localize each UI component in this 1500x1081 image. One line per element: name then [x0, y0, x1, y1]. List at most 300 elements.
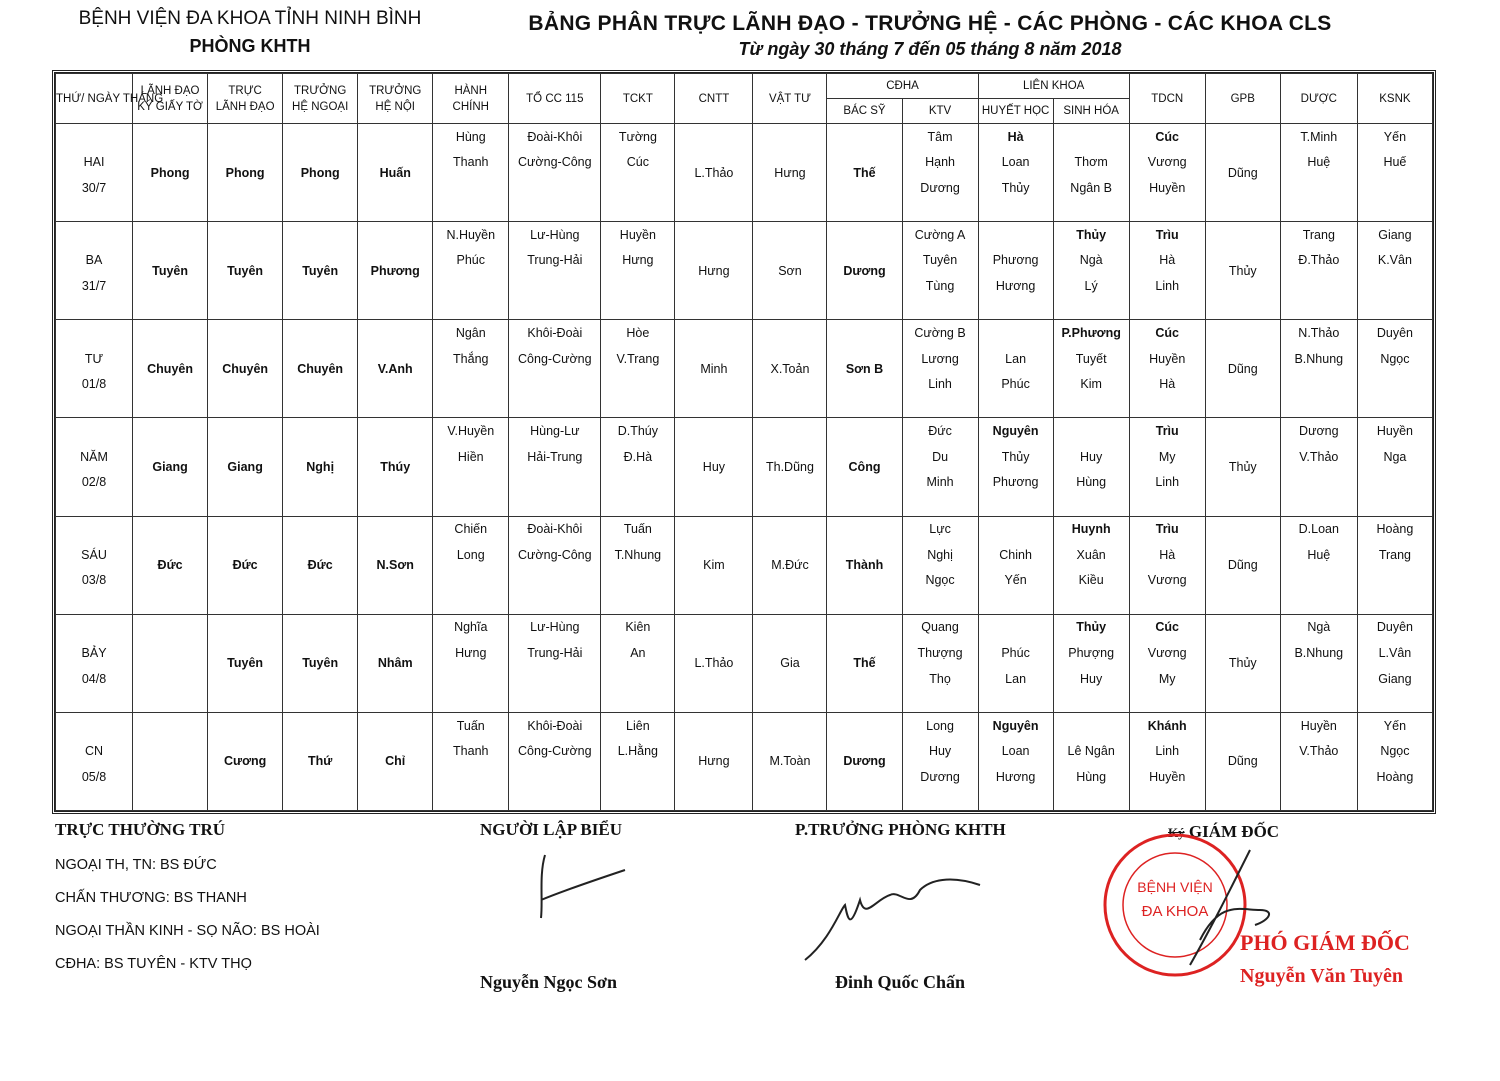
cell-entry: Xuân — [1076, 547, 1106, 562]
biochem-cell — [1053, 614, 1129, 712]
pharmacy-cell — [1280, 712, 1357, 810]
cell-entry: Hùng — [455, 129, 486, 144]
cell-entry: Huệ — [1307, 547, 1331, 562]
cell-entry: Thắng — [453, 351, 489, 366]
cell-entry: Kiều — [1078, 573, 1104, 588]
cell-entry: Huyền — [1149, 351, 1186, 366]
table-row — [56, 124, 1433, 222]
day-date: 05/8 — [81, 769, 107, 784]
signer-cell: Đức — [133, 516, 208, 614]
cell-entry: Linh — [928, 377, 952, 392]
cdha-doctor-cell: Sơn B — [827, 320, 902, 418]
cell-entry — [1281, 666, 1357, 692]
cell-entry: Long — [926, 718, 954, 733]
hematology-cell — [978, 320, 1053, 418]
surgical-head-cell: Đức — [283, 516, 358, 614]
admin-cell — [433, 320, 509, 418]
cell-entry: Hiền — [457, 449, 484, 464]
hospital-name: BỆNH VIỆN ĐA KHOA TỈNH NINH BÌNH — [78, 8, 422, 29]
cell-entry: Long — [456, 547, 485, 562]
col-admin: HÀNH CHÍNH — [433, 74, 509, 124]
tdcn-cell — [1129, 222, 1205, 320]
col-lienkhoa: LIÊN KHOA — [978, 74, 1129, 99]
cell-entry: Ngọc — [1380, 351, 1410, 366]
day-name: SÁU — [81, 547, 107, 562]
cell-entry — [433, 470, 508, 496]
cell-entry: Trung-Hải — [527, 253, 583, 268]
cell-entry: Đ.Thảo — [1298, 253, 1340, 268]
cell-entry — [433, 764, 508, 790]
cdha-doctor-cell: Thế — [827, 614, 902, 712]
cell-entry: Thủy — [1076, 227, 1107, 242]
cell-entry — [1281, 470, 1357, 496]
col-gpb: GPB — [1205, 74, 1280, 124]
header-right — [500, 12, 1360, 60]
oncall-line: NGOẠI TH, TN: BS ĐỨC — [55, 857, 217, 873]
admin-cell — [433, 124, 509, 222]
cell-entry: Hải-Trung — [527, 449, 583, 464]
director-prefix: Ký — [1168, 825, 1185, 840]
preparer-name: Nguyễn Ngọc Sơn — [480, 972, 617, 992]
day-name: BA — [85, 253, 103, 268]
cell-entry: Công-Cường — [518, 744, 592, 759]
cell-entry — [433, 273, 508, 299]
cell-entry: Hưng — [622, 253, 654, 268]
cc115-cell — [509, 320, 601, 418]
deputy-head-signature — [800, 860, 990, 970]
col-tckt: TCKT — [601, 74, 675, 124]
cell-entry: Ngọc — [1380, 744, 1410, 759]
cell-entry — [1281, 175, 1357, 201]
cell-entry — [509, 273, 600, 299]
cell-entry: Hùng-Lư — [530, 424, 580, 439]
cell-entry: D.Thúy — [617, 424, 659, 439]
cell-entry: Thanh — [453, 744, 489, 759]
cell-entry: Lương — [921, 351, 959, 366]
deputy-head-title: P.TRƯỞNG PHÒNG KHTH — [795, 820, 1006, 839]
hematology-cell — [978, 222, 1053, 320]
cell-entry: Hà — [1159, 377, 1176, 392]
tckt-cell — [601, 222, 675, 320]
cell-entry: Huy — [1080, 449, 1103, 464]
col-tdcn: TDCN — [1129, 74, 1205, 124]
surgical-head-cell: Nghị — [283, 418, 358, 516]
cell-entry: Kiên — [625, 620, 651, 635]
day-name: HAI — [83, 155, 105, 170]
cell-entry: Ngân B — [1070, 180, 1112, 195]
cell-entry: Hoàng — [1376, 522, 1414, 537]
admin-cell — [433, 516, 509, 614]
cell-entry: Phúc — [1001, 646, 1030, 661]
col-hematology: HUYẾT HỌC — [978, 99, 1053, 124]
cell-entry — [509, 371, 600, 397]
cc115-cell — [509, 614, 601, 712]
cell-entry — [1358, 371, 1432, 397]
cell-entry — [601, 273, 674, 299]
cell-entry: D.Loan — [1298, 522, 1339, 537]
surgical-head-cell: Tuyên — [283, 614, 358, 712]
day-cell — [56, 516, 133, 614]
gpb-cell: Dũng — [1205, 712, 1280, 810]
surgical-head-cell: Tuyên — [283, 222, 358, 320]
cell-entry: Thọ — [929, 671, 951, 686]
cell-entry: Hòe — [626, 326, 650, 341]
ksnk-cell — [1357, 712, 1432, 810]
cell-entry: Khánh — [1147, 718, 1187, 733]
cell-entry: N.Huyền — [446, 227, 496, 242]
cell-entry — [509, 470, 600, 496]
cell-entry — [1358, 568, 1432, 594]
day-name: BẢY — [81, 646, 107, 661]
cell-entry — [1054, 124, 1129, 150]
cell-entry: Huyền — [1149, 769, 1186, 784]
cell-entry: Dương — [920, 769, 960, 784]
biochem-cell — [1053, 320, 1129, 418]
day-cell — [56, 418, 133, 516]
cell-entry: Huyền — [1300, 718, 1337, 733]
col-internal-head: TRƯỞNG HỆ NỘI — [358, 74, 433, 124]
cell-entry: Tùng — [925, 279, 955, 294]
cell-entry: Vương — [1147, 573, 1187, 588]
cell-entry: Tường — [618, 129, 657, 144]
cell-entry: Phượng — [1068, 646, 1115, 661]
table-row — [56, 614, 1433, 712]
internal-head-cell: V.Anh — [358, 320, 433, 418]
cell-entry: Nghĩa — [454, 620, 488, 635]
cell-entry — [979, 320, 1053, 346]
tckt-cell — [601, 712, 675, 810]
cdha-doctor-cell: Dương — [827, 222, 902, 320]
cell-entry: Cường B — [914, 326, 966, 341]
cell-entry: Huy — [928, 744, 952, 759]
cell-entry: T.Minh — [1300, 129, 1338, 144]
cell-entry: Lan — [1005, 351, 1027, 366]
cell-entry — [1281, 568, 1357, 594]
cell-entry: Hà — [1159, 253, 1176, 268]
cell-entry: Tuấn — [623, 522, 652, 537]
cell-entry: Đoài-Khôi — [527, 522, 583, 537]
preparer-title: NGƯỜI LẬP BIỂU — [480, 820, 623, 839]
cell-entry: Hưng — [455, 646, 487, 661]
day-date: 01/8 — [81, 377, 107, 392]
day-date: 31/7 — [81, 279, 107, 294]
admin-cell — [433, 712, 509, 810]
day-date: 02/8 — [81, 475, 107, 490]
ktv-cell — [902, 516, 978, 614]
hematology-cell — [978, 124, 1053, 222]
hematology-cell — [978, 418, 1053, 516]
header-left — [40, 8, 460, 57]
biochem-cell — [1053, 222, 1129, 320]
col-biochem: SINH HÓA — [1053, 99, 1129, 124]
signer-cell — [133, 712, 208, 810]
cell-entry — [433, 666, 508, 692]
cntt-cell: Hưng — [675, 712, 753, 810]
day-cell — [56, 124, 133, 222]
cell-entry: Trìu — [1155, 424, 1179, 439]
cell-entry: Thủy — [1001, 180, 1030, 195]
cell-entry: Yến — [1004, 573, 1027, 588]
cell-entry: Hùng — [1076, 769, 1107, 784]
stamp-line-1: BỆNH VIỆN — [1137, 879, 1213, 895]
signer-cell: Phong — [133, 124, 208, 222]
ktv-cell — [902, 320, 978, 418]
cell-entry: Ngọc — [925, 573, 955, 588]
duty-leader-cell: Đức — [208, 516, 283, 614]
col-surgical-head: TRƯỞNG HỆ NGOẠI — [283, 74, 358, 124]
supplies-cell: X.Toản — [753, 320, 827, 418]
ksnk-cell — [1357, 614, 1432, 712]
cell-entry: Giang — [1378, 227, 1412, 242]
cell-entry: B.Nhung — [1294, 646, 1344, 661]
cell-entry: Huyền — [1376, 424, 1413, 439]
cdha-doctor-cell: Dương — [827, 712, 902, 810]
cc115-cell — [509, 418, 601, 516]
cell-entry: Trung-Hải — [527, 646, 583, 661]
day-cell — [56, 320, 133, 418]
table-row — [56, 222, 1433, 320]
cdha-doctor-cell: Thành — [827, 516, 902, 614]
cntt-cell: Kim — [675, 516, 753, 614]
cell-entry — [1281, 764, 1357, 790]
cell-entry: Giang — [1378, 671, 1412, 686]
tckt-cell — [601, 124, 675, 222]
cell-entry: P.Phương — [1061, 326, 1121, 341]
day-name: TƯ — [84, 351, 104, 366]
cell-entry: V.Trang — [616, 351, 660, 366]
cell-entry: Linh — [1155, 475, 1180, 490]
cell-entry: Huế — [1383, 155, 1407, 170]
cell-entry: L.Hằng — [617, 744, 659, 759]
cdha-doctor-cell: Công — [827, 418, 902, 516]
cell-entry — [1358, 470, 1432, 496]
cell-entry — [601, 175, 674, 201]
cell-entry: Yến — [1383, 718, 1407, 733]
cell-entry: Du — [932, 449, 949, 464]
signer-cell: Tuyên — [133, 222, 208, 320]
cell-entry: Nguyên — [992, 424, 1039, 439]
cell-entry: Loan — [1001, 155, 1030, 170]
tdcn-cell — [1129, 712, 1205, 810]
pharmacy-cell — [1280, 516, 1357, 614]
table-row — [56, 320, 1433, 418]
vice-director-title: PHÓ GIÁM ĐỐC — [1240, 930, 1410, 955]
ktv-cell — [902, 614, 978, 712]
cc115-cell — [509, 124, 601, 222]
cell-entry: My — [1158, 449, 1176, 464]
page-title: BẢNG PHÂN TRỰC LÃNH ĐẠO - TRƯỞNG HỆ - CÁC PHÒNG - CÁC KHOA CLS — [528, 12, 1332, 35]
cell-entry: An — [630, 646, 646, 661]
cell-entry: Duyên — [1376, 620, 1413, 635]
col-signer: LÃNH ĐẠO KÝ GIẤY TỜ — [133, 74, 208, 124]
cell-entry: Nguyên — [992, 718, 1039, 733]
cell-entry: Loan — [1001, 744, 1030, 759]
cell-entry: Nga — [1383, 449, 1407, 464]
cell-entry: Dương — [920, 180, 960, 195]
cell-entry: Trang — [1302, 227, 1335, 242]
col-cdha-doctor: BÁC SỸ — [827, 99, 902, 124]
supplies-cell: Sơn — [753, 222, 827, 320]
cell-entry — [601, 764, 674, 790]
admin-cell — [433, 418, 509, 516]
cell-entry: Phương — [992, 253, 1039, 268]
table-row — [56, 516, 1433, 614]
duty-table-frame — [52, 70, 1436, 814]
cell-entry: Yến — [1383, 129, 1407, 144]
internal-head-cell: Nhâm — [358, 614, 433, 712]
cell-entry: Trìu — [1155, 522, 1179, 537]
cntt-cell: Hưng — [675, 222, 753, 320]
cell-entry: Cường-Công — [518, 155, 592, 170]
director-title: Ký GIÁM ĐỐC — [1168, 822, 1280, 841]
internal-head-cell: Thúy — [358, 418, 433, 516]
col-cntt: CNTT — [675, 74, 753, 124]
cell-entry: Cúc — [1155, 129, 1180, 144]
cell-entry — [1281, 273, 1357, 299]
day-cell — [56, 614, 133, 712]
supplies-cell: M.Đức — [753, 516, 827, 614]
cell-entry — [1358, 273, 1432, 299]
cell-entry: Huyền — [619, 227, 656, 242]
cell-entry — [1281, 371, 1357, 397]
cell-entry — [509, 568, 600, 594]
cell-entry: Dương — [1299, 424, 1339, 439]
cell-entry — [433, 371, 508, 397]
cell-entry — [509, 175, 600, 201]
cc115-cell — [509, 222, 601, 320]
cell-entry: L.Vân — [1378, 646, 1412, 661]
cell-entry: Lý — [1084, 279, 1098, 294]
cell-entry: Ngà — [1079, 253, 1103, 268]
cell-entry: Tuyên — [922, 253, 958, 268]
cell-entry: Duyên — [1376, 326, 1413, 341]
cell-entry: Khôi-Đoài — [527, 326, 583, 341]
cell-entry: Lư-Hùng — [530, 620, 580, 635]
cell-entry: Đoài-Khôi — [527, 129, 583, 144]
page-subtitle: Từ ngày 30 tháng 7 đến 05 tháng 8 năm 2018 — [738, 39, 1122, 59]
deputy-head-name: Đinh Quốc Chấn — [835, 972, 966, 992]
tdcn-cell — [1129, 614, 1205, 712]
cell-entry: Thanh — [453, 155, 489, 170]
cell-entry: Lê Ngân — [1067, 744, 1115, 759]
oncall-block — [55, 820, 475, 972]
cell-entry: Hương — [995, 769, 1036, 784]
supplies-cell: Hưng — [753, 124, 827, 222]
cell-entry — [601, 371, 674, 397]
cc115-cell — [509, 712, 601, 810]
cell-entry: Nghị — [927, 547, 953, 562]
table-row — [56, 712, 1433, 810]
day-cell — [56, 712, 133, 810]
cell-entry: Vương — [1147, 646, 1187, 661]
cell-entry: B.Nhung — [1294, 351, 1344, 366]
table-body — [56, 124, 1433, 811]
cell-entry — [979, 517, 1053, 543]
ksnk-cell — [1357, 320, 1432, 418]
cell-entry: Huynh — [1071, 522, 1111, 537]
biochem-cell — [1053, 418, 1129, 516]
table-row — [56, 418, 1433, 516]
pharmacy-cell — [1280, 614, 1357, 712]
duty-leader-cell: Cương — [208, 712, 283, 810]
cntt-cell: Minh — [675, 320, 753, 418]
internal-head-cell: Phương — [358, 222, 433, 320]
cell-entry: Chiến — [454, 522, 488, 537]
cell-entry: Khôi-Đoài — [527, 718, 583, 733]
cell-entry: Minh — [926, 475, 954, 490]
ktv-cell — [902, 712, 978, 810]
cell-entry: Lực — [929, 522, 951, 537]
cell-entry: Liên — [626, 718, 650, 733]
biochem-cell — [1053, 712, 1129, 810]
cell-entry: Hà — [1007, 129, 1024, 144]
pharmacy-cell — [1280, 320, 1357, 418]
cell-entry: Huyền — [1149, 180, 1186, 195]
gpb-cell: Dũng — [1205, 516, 1280, 614]
col-cdha-ktv: KTV — [902, 99, 978, 124]
cell-entry: V.Huyền — [447, 424, 495, 439]
cell-entry: Lư-Hùng — [530, 227, 580, 242]
tdcn-cell — [1129, 516, 1205, 614]
supplies-cell: Gia — [753, 614, 827, 712]
cntt-cell: L.Thảo — [675, 614, 753, 712]
day-date: 30/7 — [81, 180, 107, 195]
tdcn-cell — [1129, 124, 1205, 222]
cell-entry: Chinh — [999, 547, 1032, 562]
day-cell — [56, 222, 133, 320]
oncall-line: CĐHA: BS TUYÊN - KTV THỌ — [55, 956, 252, 972]
cell-entry: Tuyết — [1075, 351, 1107, 366]
signer-cell: Giang — [133, 418, 208, 516]
col-cdha: CĐHA — [827, 74, 978, 99]
cell-entry: Thượng — [917, 646, 963, 661]
cell-entry: Hạnh — [925, 155, 955, 170]
cell-entry: Linh — [1155, 279, 1180, 294]
gpb-cell: Dũng — [1205, 320, 1280, 418]
surgical-head-cell: Chuyên — [283, 320, 358, 418]
surgical-head-cell: Thứ — [283, 712, 358, 810]
cell-entry: Phúc — [456, 253, 485, 268]
col-pharmacy: DƯỢC — [1280, 74, 1357, 124]
tckt-cell — [601, 614, 675, 712]
tdcn-cell — [1129, 320, 1205, 418]
cell-entry — [509, 666, 600, 692]
ksnk-cell — [1357, 124, 1432, 222]
pharmacy-cell — [1280, 124, 1357, 222]
cell-entry — [1054, 418, 1129, 444]
surgical-head-cell: Phong — [283, 124, 358, 222]
hematology-cell — [978, 516, 1053, 614]
cc115-cell — [509, 516, 601, 614]
cell-entry: V.Thảo — [1299, 449, 1339, 464]
cell-entry: Cúc — [1155, 620, 1180, 635]
department-name: PHÒNG KHTH — [189, 36, 311, 56]
ktv-cell — [902, 124, 978, 222]
tckt-cell — [601, 516, 675, 614]
oncall-title: TRỰC THƯỜNG TRÚ — [55, 820, 226, 839]
cell-entry: T.Nhung — [614, 547, 662, 562]
duty-leader-cell: Chuyên — [208, 320, 283, 418]
cell-entry: Trang — [1378, 547, 1412, 562]
cell-entry: Ngà — [1307, 620, 1331, 635]
cell-entry: Tuấn — [456, 718, 485, 733]
cell-entry: My — [1158, 671, 1176, 686]
day-date: 04/8 — [81, 671, 107, 686]
col-cc115: TỔ CC 115 — [509, 74, 601, 124]
cell-entry: Đ.Hà — [623, 449, 653, 464]
duty-table — [55, 73, 1433, 811]
oncall-line: CHẤN THƯƠNG: BS THANH — [55, 890, 247, 906]
